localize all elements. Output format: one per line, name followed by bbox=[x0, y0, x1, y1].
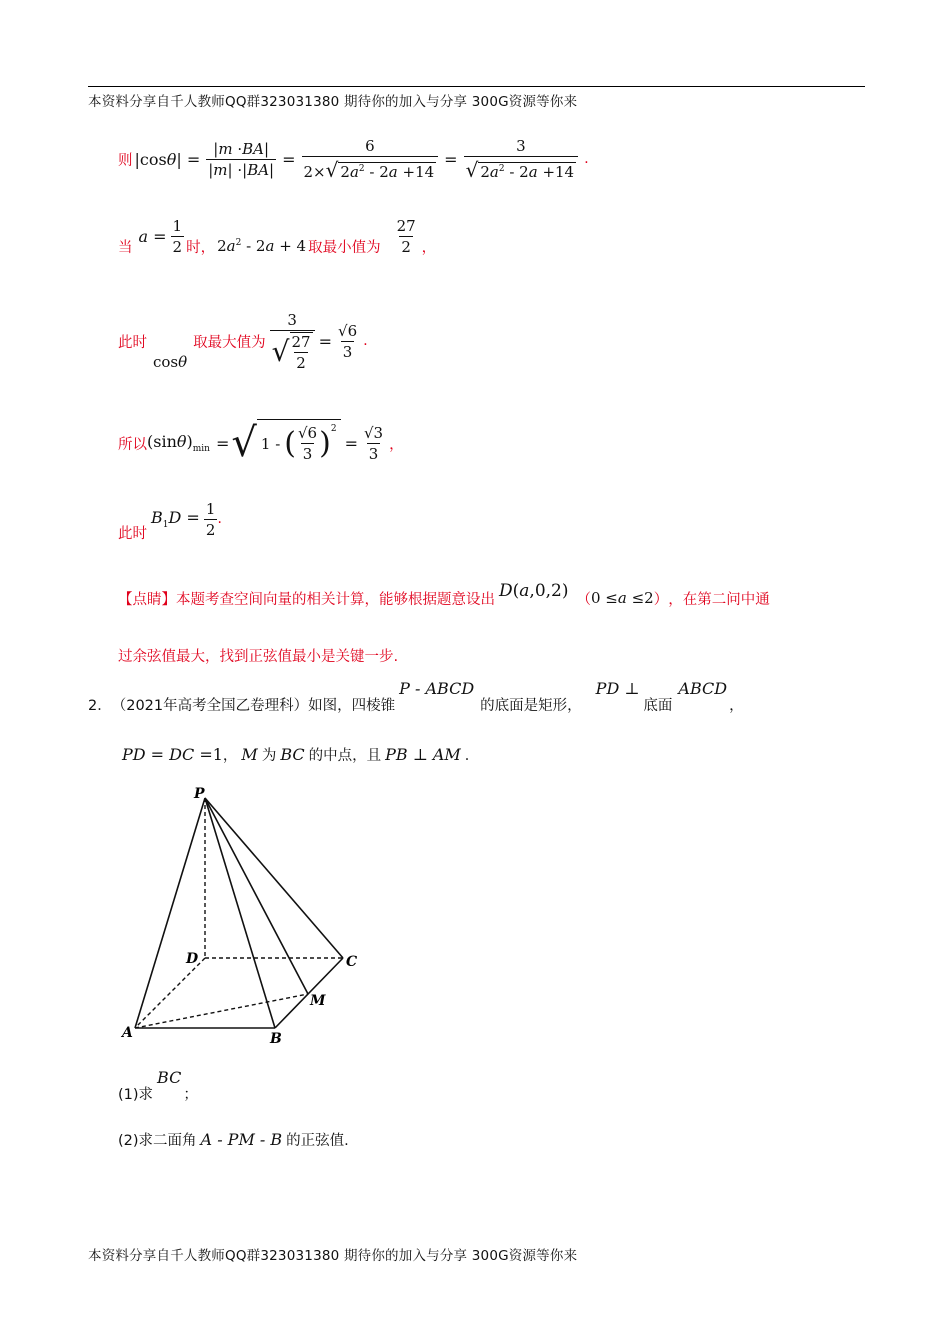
problem-text1: 的底面是矩形， bbox=[480, 697, 582, 714]
q1-end: ； bbox=[183, 1086, 198, 1103]
problem-text2: 底面 bbox=[643, 697, 673, 714]
min-sin-line: 所以 $(\sin\theta)_{min}$ = √ 1 - ( $\frac{√6}{3}$ ) $^2$ = $\frac{√3}{3}$ ， bbox=[118, 420, 404, 466]
cos-abs: |cosθ| = bbox=[134, 149, 201, 169]
so-label: 所以 bbox=[118, 436, 147, 453]
min-value-line: 当 a = $\frac{1}{2}$ 时， $2a^2 - 2a + 4$ 取最小值为 $\frac{27}{2}$ ， bbox=[118, 216, 437, 256]
b1d-line: 此时 $B_1D$ = $\frac{1}{2}$ . bbox=[118, 499, 222, 542]
max-label: 取最大值为 bbox=[193, 334, 266, 351]
header-rule bbox=[88, 86, 865, 87]
label-D: D bbox=[186, 951, 199, 967]
midpoint-label: 的中点，且 bbox=[308, 747, 382, 764]
key-point-suffix: ，在第二问中通 bbox=[668, 591, 770, 608]
q1-label: (1)求 bbox=[118, 1086, 154, 1103]
at-this-time-label: 此时 bbox=[118, 334, 147, 351]
page-header: 本资料分享自千人教师QQ群323031380 期待你的加入与分享 300G资源等你来 bbox=[88, 94, 578, 110]
label-B: B bbox=[270, 1031, 282, 1047]
problem-number: 2． bbox=[88, 697, 112, 714]
when-label: 当 bbox=[118, 239, 133, 256]
pyramid-figure bbox=[110, 778, 380, 1048]
edge-PB bbox=[205, 798, 275, 1028]
problem-condition: PD = DC =1 ， M 为 BC 的中点，且 PB ⊥ AM ． bbox=[122, 744, 480, 764]
key-point-note: 【点睛】本题考查空间向量的相关计算，能够根据题意设出 D(a,0,2) （ 0 ≤a ≤2 ） ，在第二问中通 bbox=[118, 581, 770, 608]
question-1: (1)求 BC ； bbox=[118, 1067, 198, 1103]
time-label: 时， bbox=[186, 239, 216, 256]
label-M: M bbox=[310, 993, 326, 1009]
is-label: 为 bbox=[261, 747, 277, 764]
question-2: (2)求二面角 A - PM - B 的正弦值. bbox=[118, 1129, 349, 1149]
fraction-6: $\frac{6}{2\times√ 2a^2 - 2a +14}$ bbox=[302, 137, 439, 182]
problem-statement: 2． （2021年高考全国乙卷理科）如图，四棱锥 P - ABCD 的底面是矩形， PD ⊥ 底面 ABCD ， bbox=[88, 678, 744, 714]
comma-2: ， bbox=[222, 747, 238, 764]
page-footer: 本资料分享自千人教师QQ群323031380 期待你的加入与分享 300G资源等你来 bbox=[88, 1248, 578, 1264]
key-point-text: 【点睛】本题考查空间向量的相关计算，能够根据题意设出 bbox=[118, 591, 495, 608]
label-A: A bbox=[122, 1025, 133, 1041]
at-this-time-label-2: 此时 bbox=[118, 525, 147, 542]
label-P: P bbox=[194, 786, 205, 802]
label-C: C bbox=[346, 954, 358, 970]
then-label: 则 bbox=[118, 152, 133, 169]
key-point-line2: 过余弦值最大，找到正弦值最小是关键一步. bbox=[118, 649, 399, 665]
period: ． bbox=[464, 747, 480, 764]
edge-AM bbox=[135, 994, 308, 1028]
min-label: 取最小值为 bbox=[308, 239, 381, 256]
edge-PC bbox=[205, 798, 343, 958]
edge-BC bbox=[275, 958, 343, 1028]
vector-fraction: $\frac{|m \cdot BA|}{|m| \cdot|BA|}$ bbox=[208, 139, 275, 179]
max-cos-line: 此时 cosθ 取最大值为 3 √ $\frac{27}{2}$ = $\frac{√6}{3}$ . bbox=[118, 310, 368, 372]
cos-formula-line: 则 |cosθ| = $\frac{|m \cdot BA|}{|m| \cdot|BA|}$ = $\frac{6}{2\times√ 2a^2 - 2a +14}$ = $\frac{3}{√ 2a^2 - 2a +14}$ . bbox=[118, 136, 589, 182]
q2-label: (2)求二面角 bbox=[118, 1132, 197, 1149]
comma: ， bbox=[421, 239, 437, 256]
problem-source: （2021年高考全国乙卷理科）如图，四棱锥 bbox=[111, 697, 396, 714]
fraction-3: $\frac{3}{√ 2a^2 - 2a +14}$ bbox=[464, 137, 579, 182]
problem-text3: ， bbox=[729, 697, 744, 714]
q2-end: 的正弦值. bbox=[286, 1132, 349, 1149]
